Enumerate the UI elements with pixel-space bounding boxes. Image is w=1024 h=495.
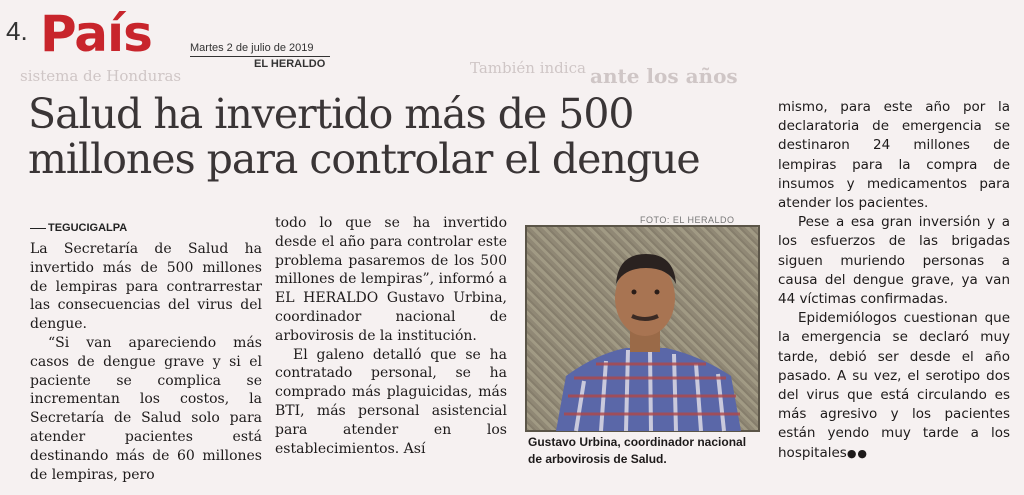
paragraph: todo lo que se ha invertido desde el año para controlar este problema pasaremos de los 500 millones de lempiras”, informó a EL HERALDO Gustavo Urbina, coordinador nacional de arbovirosis de la institución.: [275, 215, 507, 344]
article-column-3: [778, 98, 1010, 463]
article-photo: [526, 226, 759, 431]
paragraph-text: Epidemiólogos cuestionan que la emergencia se declaró muy tarde, debió ser desde el año pasado. A su vez, el serotipo dos del virus que está circulando es más agresivo y los pacientes están yendo muy tarde a los hospitales: [778, 310, 1010, 461]
photo-credit: FOTO: EL HERALDO: [640, 215, 735, 225]
end-mark-icon: ●●: [846, 446, 869, 460]
paragraph: mismo, para este año por la declaratoria de emergencia se destinaron 24 millones de lempiras para la compra de insumos y medicamentos para atender los pacientes.: [778, 99, 1010, 212]
issue-date: Martes 2 de julio de 2019: [190, 42, 330, 57]
portrait-illustration: [526, 226, 759, 431]
headline: Salud ha invertido más de 500 millones para controlar el dengue: [28, 90, 700, 183]
paragraph: Pese a esa gran inversión y a los esfuerzos de las brigadas siguen muriendo personas a causa del dengue grave, ya van 44 víctimas confirmadas.: [778, 214, 1010, 308]
newspaper-name: EL HERALDO: [254, 58, 326, 70]
section-title: País: [40, 5, 152, 63]
photo-caption: Gustavo Urbina, coordinador nacional de arbovirosis de Salud.: [528, 435, 747, 466]
paragraph: La Secretaría de Salud ha invertido más de 500 millones de lempiras para contrarrestar las consecuencias del virus del dengue.: [30, 241, 262, 333]
page-number: 4.: [6, 16, 28, 46]
article-column-1: [30, 240, 262, 484]
article-column-2: [275, 214, 507, 458]
paragraph: [778, 309, 1010, 463]
paragraph: “Si van apareciendo más casos de dengue grave y si el paciente se complica se incrementan los costos, la Secretaría de Salud solo para atender pacientes está destinando más de 60 millones de lempiras, pero: [30, 334, 262, 483]
paragraph: El galeno detalló que se ha contratado personal, se ha comprado más plaguicidas, más BTI, más personal asistencial para atender en los establecimientos. Así: [275, 346, 507, 457]
dateline: TEGUCIGALPA: [30, 222, 127, 234]
